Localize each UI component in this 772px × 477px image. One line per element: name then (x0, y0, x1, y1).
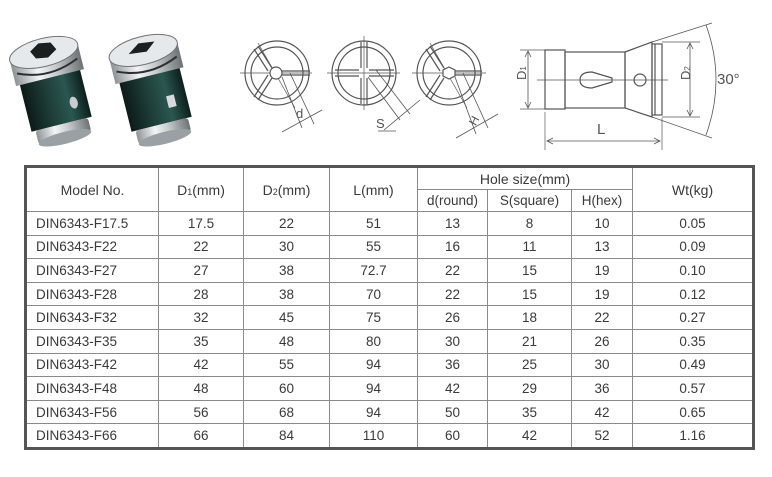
cell-model: DIN6343-F66 (26, 424, 159, 449)
cell-length: 94 (330, 353, 418, 377)
header-hex: H(hex) (572, 190, 633, 212)
cell-d2: 22 (244, 212, 330, 236)
cell-d2: 60 (244, 377, 330, 401)
cell-d1: 35 (159, 329, 244, 353)
table-row (26, 259, 754, 283)
cell-hex: 19 (572, 282, 633, 306)
header-hole-size: Hole size(mm) (418, 167, 633, 190)
cell-weight: 1.16 (633, 424, 754, 449)
cell-d1: 66 (159, 424, 244, 449)
cell-model: DIN6343-F42 (26, 353, 159, 377)
cell-d2: 45 (244, 306, 330, 330)
cell-model: DIN6343-F28 (26, 282, 159, 306)
table-row (26, 282, 754, 306)
cell-length: 55 (330, 235, 418, 259)
cell-hex: 42 (572, 400, 633, 424)
cell-round: 16 (418, 235, 488, 259)
header-d1: D1(mm) (159, 167, 244, 212)
table-row (26, 329, 754, 353)
cell-d2: 84 (244, 424, 330, 449)
square-hole-diagram (327, 36, 420, 131)
cell-square: 15 (488, 259, 572, 283)
header-round: d(round) (418, 190, 488, 212)
header-weight: Wt(kg) (633, 167, 754, 212)
cell-square: 15 (488, 282, 572, 306)
cell-model: DIN6343-F56 (26, 400, 159, 424)
cell-length: 72.7 (330, 259, 418, 283)
hex-hole-diagram (412, 41, 498, 138)
cell-hex: 30 (572, 353, 633, 377)
svg-text:d: d (296, 106, 304, 121)
cell-square: 25 (488, 353, 572, 377)
cell-model: DIN6343-F32 (26, 306, 159, 330)
cell-d2: 48 (244, 329, 330, 353)
table-row (26, 235, 754, 259)
cell-round: 36 (418, 353, 488, 377)
cell-d1: 48 (159, 377, 244, 401)
cell-square: 8 (488, 212, 572, 236)
cell-square: 29 (488, 377, 572, 401)
cell-hex: 22 (572, 306, 633, 330)
svg-text:D2: D2 (678, 66, 693, 80)
cell-weight: 0.09 (633, 235, 754, 259)
cell-hex: 26 (572, 329, 633, 353)
cell-weight: 0.49 (633, 353, 754, 377)
cell-length: 51 (330, 212, 418, 236)
table-row (26, 212, 754, 236)
cell-model: DIN6343-F27 (26, 259, 159, 283)
cell-square: 42 (488, 424, 572, 449)
cell-d1: 56 (159, 400, 244, 424)
table-row (26, 353, 754, 377)
product-photo (0, 20, 240, 160)
svg-text:30°: 30° (717, 71, 740, 88)
cell-hex: 19 (572, 259, 633, 283)
hole-diagrams (230, 20, 500, 160)
cell-square: 35 (488, 400, 572, 424)
cell-d1: 27 (159, 259, 244, 283)
cell-model: DIN6343-F22 (26, 235, 159, 259)
cell-d2: 38 (244, 259, 330, 283)
side-view-drawing (500, 10, 772, 160)
cell-length: 110 (330, 424, 418, 449)
table-row (26, 306, 754, 330)
cell-model: DIN6343-F35 (26, 329, 159, 353)
cell-round: 13 (418, 212, 488, 236)
header-square: S(square) (488, 190, 572, 212)
cell-model: DIN6343-F48 (26, 377, 159, 401)
header-d2: D2(mm) (244, 167, 330, 212)
cell-round: 60 (418, 424, 488, 449)
cell-d2: 68 (244, 400, 330, 424)
cell-d2: 55 (244, 353, 330, 377)
cell-square: 18 (488, 306, 572, 330)
cell-length: 70 (330, 282, 418, 306)
cell-weight: 0.27 (633, 306, 754, 330)
cell-round: 42 (418, 377, 488, 401)
cell-hex: 13 (572, 235, 633, 259)
round-hole-diagram (240, 41, 322, 132)
collet-photo-2 (106, 28, 201, 152)
cell-hex: 52 (572, 424, 633, 449)
table-row (26, 400, 754, 424)
cell-weight: 0.12 (633, 282, 754, 306)
cell-length: 80 (330, 329, 418, 353)
table-row (26, 377, 754, 401)
cell-weight: 0.57 (633, 377, 754, 401)
cell-d1: 32 (159, 306, 244, 330)
cell-length: 75 (330, 306, 418, 330)
cell-length: 94 (330, 400, 418, 424)
cell-d1: 42 (159, 353, 244, 377)
cell-weight: 0.10 (633, 259, 754, 283)
header-model: Model No. (26, 167, 159, 212)
header-length: L(mm) (330, 167, 418, 212)
cell-d2: 38 (244, 282, 330, 306)
cell-round: 22 (418, 259, 488, 283)
cell-weight: 0.65 (633, 400, 754, 424)
cell-d1: 22 (159, 235, 244, 259)
svg-text:H: H (465, 113, 483, 128)
spec-table (24, 165, 755, 450)
cell-weight: 0.35 (633, 329, 754, 353)
cell-round: 50 (418, 400, 488, 424)
cell-length: 94 (330, 377, 418, 401)
cell-square: 11 (488, 235, 572, 259)
cell-weight: 0.05 (633, 212, 754, 236)
svg-text:D1: D1 (514, 66, 529, 80)
cell-d2: 30 (244, 235, 330, 259)
cell-square: 21 (488, 329, 572, 353)
svg-text:S: S (376, 116, 385, 131)
cell-round: 26 (418, 306, 488, 330)
cell-round: 22 (418, 282, 488, 306)
cell-model: DIN6343-F17.5 (26, 212, 159, 236)
cell-hex: 36 (572, 377, 633, 401)
cell-hex: 10 (572, 212, 633, 236)
svg-text:L: L (597, 121, 606, 138)
collet-photo-1 (6, 30, 100, 152)
table-row (26, 424, 754, 449)
cell-d1: 28 (159, 282, 244, 306)
cell-d1: 17.5 (159, 212, 244, 236)
cell-round: 30 (418, 329, 488, 353)
